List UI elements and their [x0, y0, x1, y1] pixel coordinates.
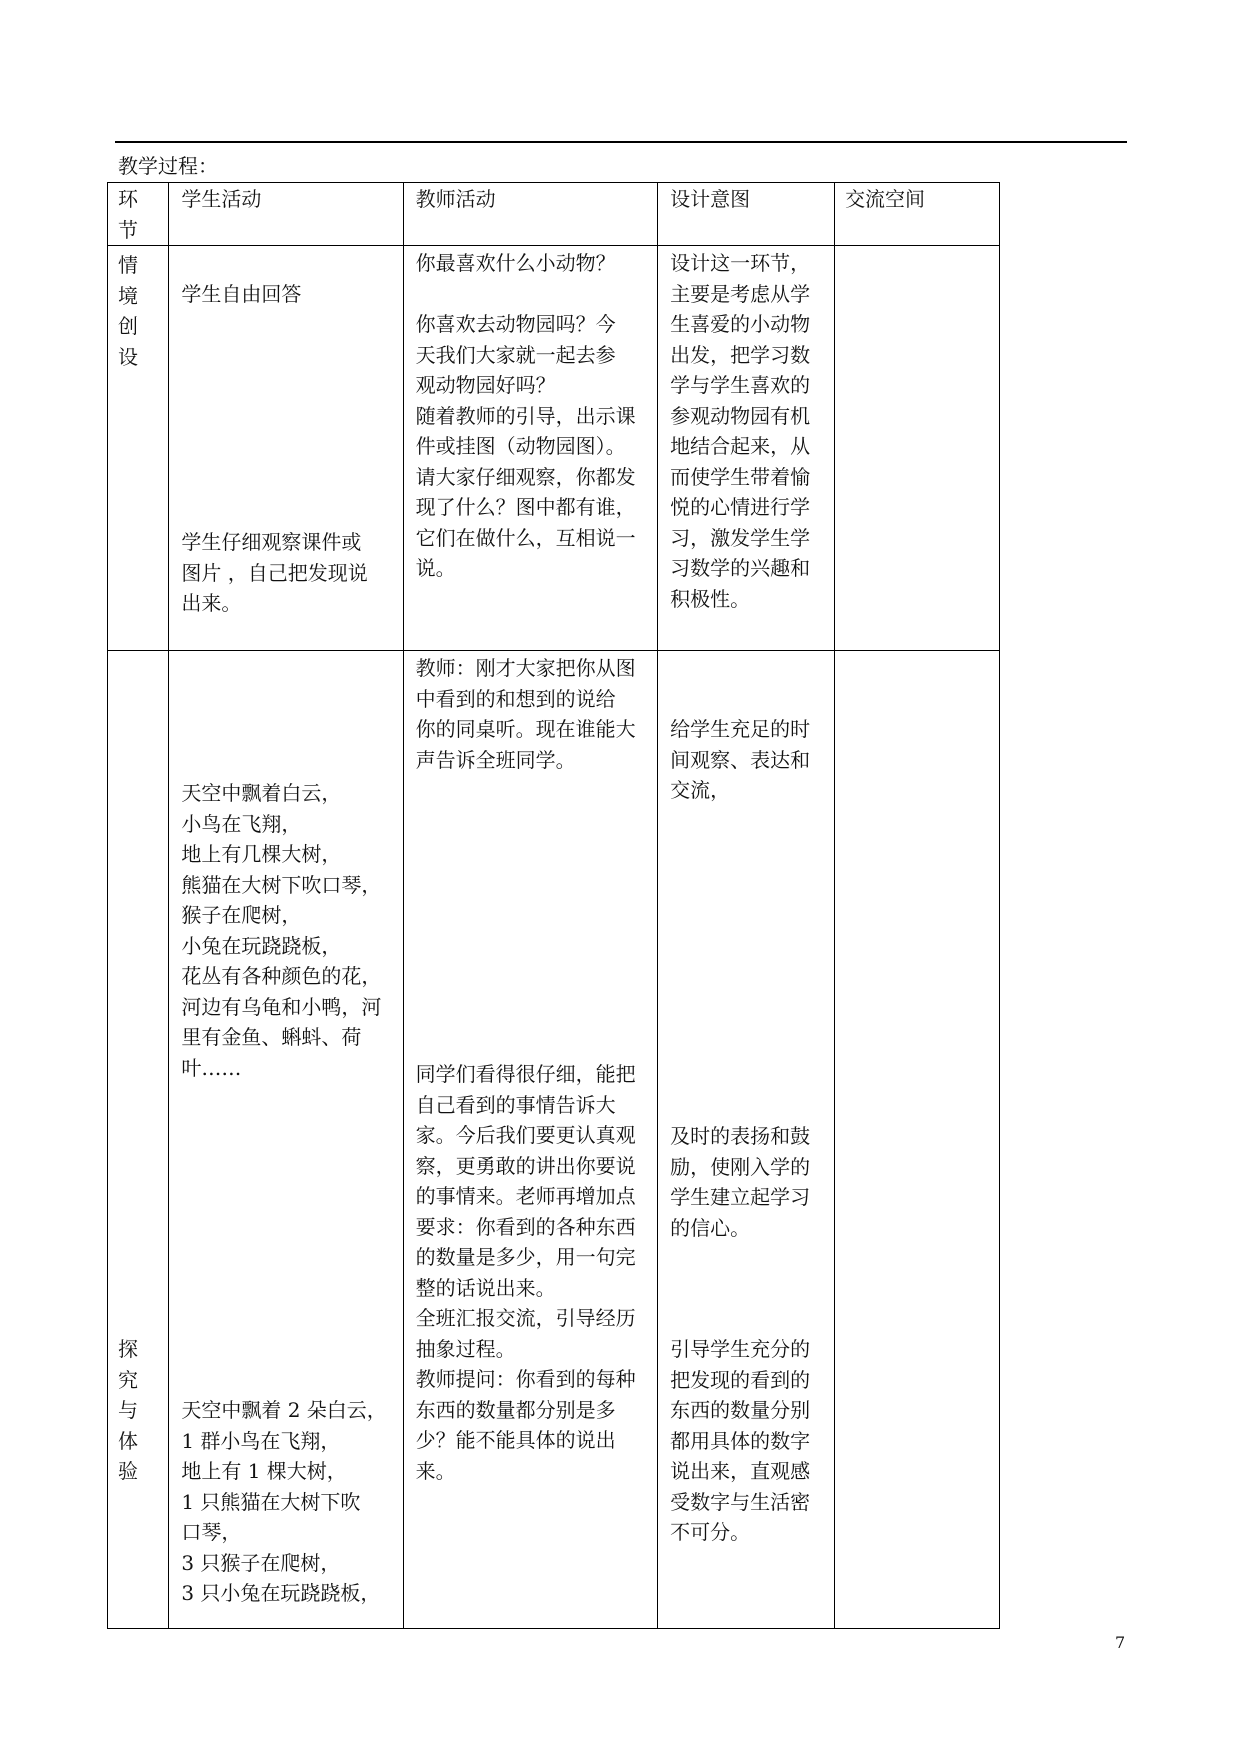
header-student-text: 学生活动	[181, 187, 262, 211]
exchange-space-cell	[835, 651, 1000, 1629]
design-intent-cell	[658, 651, 835, 1629]
header-exchange	[835, 183, 1000, 246]
teacher-activity-text: 你最喜欢什么小动物？ 你喜欢去动物园吗？今 天我们大家就一起去参 观动物园好吗？ 随着教师的引导，出示课 件或挂图（动物园图）。 请大家仔细观察，你都发 现了什么？图中都有谁， 它们在做什么，互相说一 说。	[415, 251, 636, 580]
header-design	[658, 183, 835, 246]
table-header-row	[108, 183, 1000, 246]
page-number: 7	[1115, 1633, 1126, 1652]
teacher-activity-cell	[403, 246, 657, 651]
header-stage	[108, 183, 169, 246]
design-intent-text: 引导学生充分的 把发现的看到的 东西的数量分别 都用具体的数字 说出来，直观感 受数字与生活密 不可分。	[670, 1337, 811, 1544]
stage-label: 探 究 与 体 验	[118, 1337, 138, 1483]
lesson-process-table	[107, 182, 1000, 1629]
table-row	[108, 246, 1000, 651]
exchange-space-cell	[835, 246, 1000, 651]
header-teacher-text: 教师活动	[415, 187, 496, 211]
design-intent-text: 设计这一环节， 主要是考虑从学 生喜爱的小动物 出发，把学习数 学与学生喜欢的 参观动物园有机 地结合起来，从 而使学生带着愉 悦的心情进行学 习，激发学生学 习数学的兴趣和 积极性。	[670, 251, 811, 611]
design-intent-text: 及时的表扬和鼓 励，使刚入学的 学生建立起学习 的信心。	[670, 1124, 811, 1240]
design-intent-cell	[658, 246, 835, 651]
section-heading: 教学过程：	[118, 154, 218, 178]
student-activity-text: 天空中飘着白云， 小鸟在飞翔， 地上有几棵大树， 熊猫在大树下吹口琴， 猴子在爬树， 小兔在玩跷跷板， 花丛有各种颜色的花， 河边有乌龟和小鸭，河 里有金鱼、蝌蚪、荷 叶……	[181, 781, 382, 1080]
teacher-activity-text: 教师：刚才大家把你从图 中看到的和想到的说给 你的同桌听。现在谁能大 声告诉全班同学。	[415, 656, 636, 772]
header-stage-text: 环 节	[118, 187, 138, 242]
stage-cell	[108, 651, 169, 1629]
teacher-activity-cell	[403, 651, 657, 1629]
header-design-text: 设计意图	[670, 187, 751, 211]
student-activity-cell	[169, 246, 403, 651]
teacher-activity-text: 同学们看得很仔细，能把 自己看到的事情告诉大 家。今后我们要更认真观 察，更勇敢的讲出你要说 的事情来。老师再增加点 要求：你看到的各种东西 的数量是多少，用一句完 整的话说出来。 全班汇报交流，引导经历 抽象过程。 教师提问：你看到的每种 东西的数量都分别是多 少？能不能具体的说出 来。	[415, 1062, 636, 1483]
header-teacher	[403, 183, 657, 246]
student-activity-text: 天空中飘着 2 朵白云， 1 群小鸟在飞翔， 地上有 1 棵大树， 1 只熊猫在大树下吹 口琴， 3 只猴子在爬树， 3 只小兔在玩跷跷板，	[181, 1398, 387, 1605]
stage-cell	[108, 246, 169, 651]
stage-label: 情 境 创 设	[118, 253, 138, 369]
table-row	[108, 651, 1000, 1629]
student-activity-text: 学生仔细观察课件或 图片 ，自己把发现说 出来。	[181, 530, 368, 615]
header-student	[169, 183, 403, 246]
design-intent-text: 给学生充足的时 间观察、表达和 交流，	[670, 717, 811, 802]
header-rule	[115, 141, 1127, 143]
header-exchange-text: 交流空间	[845, 187, 926, 211]
student-activity-text: 学生自由回答	[181, 282, 302, 306]
student-activity-cell	[169, 651, 403, 1629]
